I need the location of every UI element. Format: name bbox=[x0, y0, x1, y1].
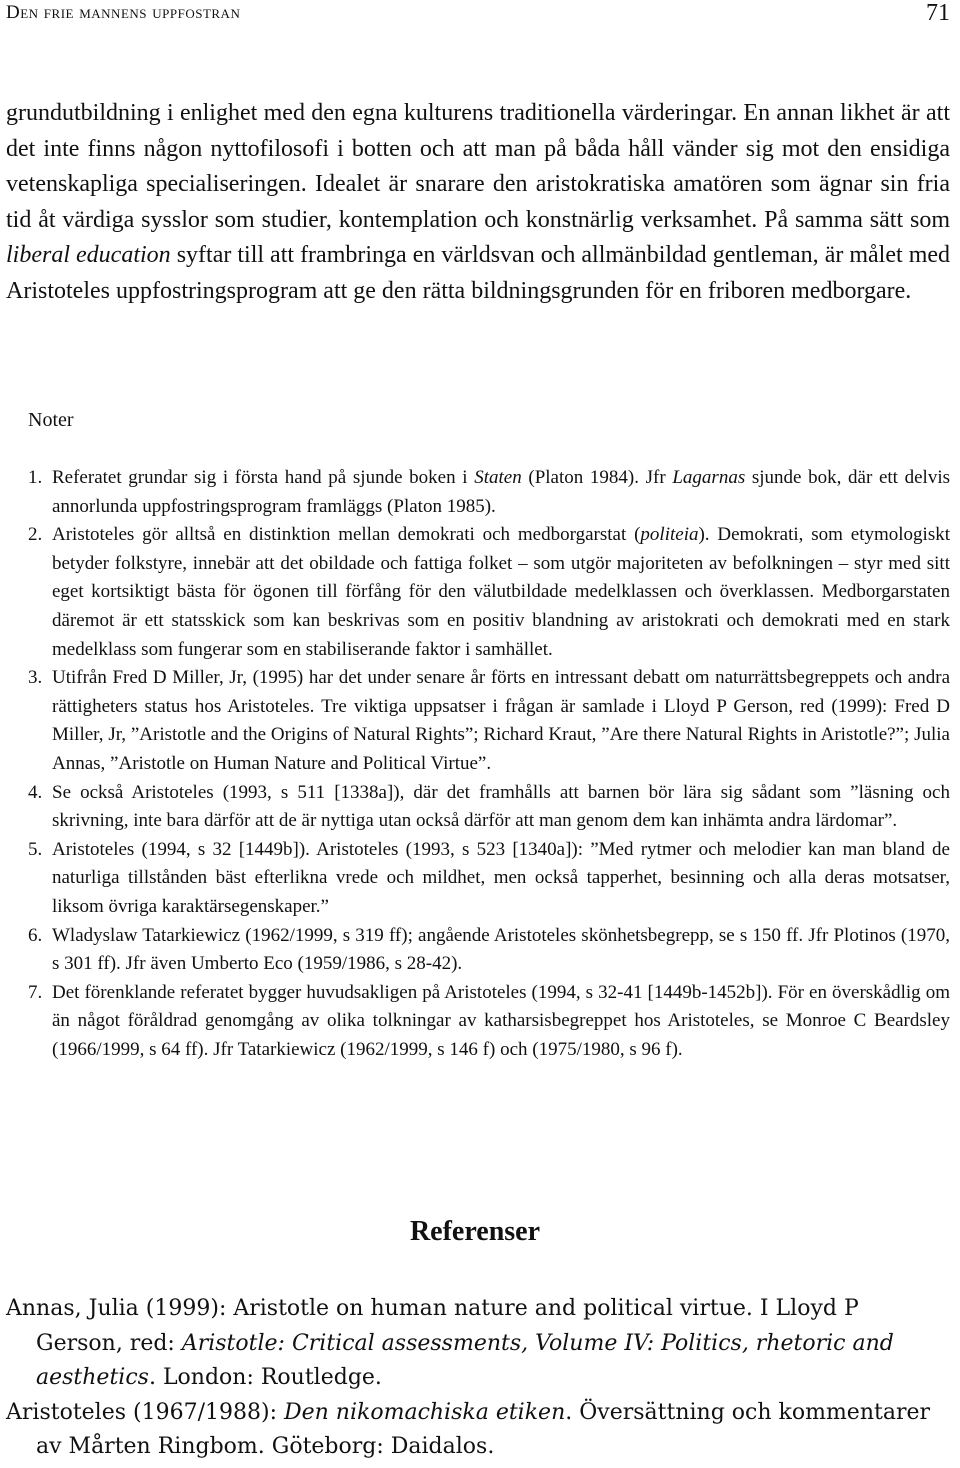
note-item bbox=[0, 836, 950, 922]
page-header bbox=[6, 0, 950, 30]
note-item bbox=[0, 664, 950, 778]
note-item bbox=[0, 922, 950, 979]
note-text: Referatet grundar sig i första hand på sjunde boken i bbox=[52, 467, 475, 488]
references-list bbox=[6, 1292, 950, 1465]
references-heading: Referenser bbox=[409, 1216, 541, 1247]
reference-item bbox=[6, 1396, 950, 1465]
note-number: 1. bbox=[28, 467, 43, 488]
note-number: 6. bbox=[28, 924, 43, 946]
body-text-part: grundutbildning i enlighet med den egna kulturens traditionella värderingar. En annan likhet är att det inte finns någon nyttofilosofi i botten och att man på båda håll vänder sig mot den ensidiga vetenskapliga specialiseringen. Idealet är snarare den aristokratiska amatören som ägnar sin fria tid åt värdiga sysslor som studier, kontemplation och konstnärlig verksamhet. På samma sätt som bbox=[6, 100, 950, 233]
reference-title: Aristotle: Critical assessments, Volume IV: Politics, rhetoric and aesthetics bbox=[36, 1330, 894, 1390]
note-text: Se också Aristoteles (1993, s 511 [1338a]), där det framhålls att barnen bör lära sig sådant som ”läsning och skrivning, inte bara därför att de är nyttiga utan också därför att man genom dem kan inhämta andra lärdomar”. bbox=[52, 781, 950, 832]
note-text: Aristoteles gör alltså en distinktion mellan demokrati och medborgarstat ( bbox=[52, 524, 641, 546]
notes-heading: Noter bbox=[28, 409, 74, 431]
note-number: 5. bbox=[28, 838, 43, 860]
running-title: Den frie mannens uppfostran bbox=[6, 2, 241, 23]
body-paragraph bbox=[6, 96, 950, 309]
note-italic: politeia bbox=[640, 524, 699, 546]
note-number: 7. bbox=[28, 981, 43, 1003]
note-number: 4. bbox=[28, 781, 43, 803]
body-text-part: syftar till att frambringa en världsvan och allmänbildad gentleman, är målet med Aristoteles uppfostringsprogram att ge den rätta bildningsgrunden för en friboren medborgare. bbox=[6, 242, 951, 304]
note-text: (Platon 1984). Jfr bbox=[521, 467, 673, 488]
reference-text: Aristoteles (1967/1988): bbox=[6, 1399, 284, 1425]
note-item bbox=[0, 979, 950, 1065]
note-number: 2. bbox=[28, 524, 43, 546]
note-item bbox=[0, 464, 950, 521]
note-text: Utifrån Fred D Miller, Jr, (1995) har det under senare år förts en intressant debatt om naturrättsbegreppets och andra rättigheters status hos Aristoteles. Tre viktiga uppsatser i frågan är samlade i Lloyd P Gerson, red (1999): Fred D Miller, Jr, ”Aristotle and the Origins of Natural Rights”; Richard Kraut, ”Are there Natural Rights in Aristotle?”; Julia Annas, ”Aristotle on Human Nature and Political Virtue”. bbox=[52, 667, 950, 774]
note-text: ). Demokrati, som etymologiskt betyder folkstyre, innebär att det obildade och fattiga folket – som utgör majoriteten av befolkningen – styr med sitt eget kortsiktigt bästa för ögonen till förfång för den välutbildade medelklassen och överklassen. Medborgarstaten däremot är ett statsskick som kan beskrivas som en positiv blandning av aristokrati och demokrati med en stark medelklass som fungerar som en stabiliserande faktor i samhället. bbox=[52, 524, 950, 660]
reference-text: Annas, Julia (1999): Aristotle on human nature and political virtue. I Lloyd P Gerson, red: bbox=[6, 1296, 859, 1356]
reference-text: . Översättning och kommentarer av Mårten Ringbom. Göteborg: Daidalos. bbox=[36, 1399, 931, 1459]
reference-title: Den nikomachiska etiken bbox=[283, 1399, 566, 1425]
note-item bbox=[0, 521, 950, 664]
body-italic-term: liberal education bbox=[6, 242, 171, 268]
reference-item bbox=[6, 1292, 950, 1396]
note-text: sjunde bok, där ett delvis annorlunda uppfostringsprogram framläggs (Platon 1985). bbox=[52, 467, 951, 517]
reference-text: . London: Routledge. bbox=[148, 1365, 382, 1390]
note-text: Aristoteles (1994, s 32 [1449b]). Aristoteles (1993, s 523 [1340a]): ”Med rytmer och melodier kan man bland de naturliga tillstånden bäst efterlikna vrede och mildhet, men också tapperhet, besinning och alla deras motsatser, liksom övriga karaktärsegenskaper.” bbox=[52, 838, 950, 917]
notes-list bbox=[0, 464, 950, 1064]
note-text: Det förenklande referatet bygger huvudsakligen på Aristoteles (1994, s 32-41 [1449b-1452b]). För en överskådlig om än något föråldrad genomgång av olika tolkningar av katharsisbegreppet hos Aristoteles, se Monroe C Beardsley (1966/1999, s 64 ff). Jfr Tatarkiewicz (1962/1999, s 146 f) och (1975/1980, s 96 f). bbox=[52, 981, 950, 1060]
page-number: 71 bbox=[926, 0, 950, 26]
note-italic: Staten bbox=[474, 467, 522, 488]
note-item bbox=[0, 779, 950, 836]
note-italic: Lagarnas bbox=[672, 467, 746, 488]
note-number: 3. bbox=[28, 667, 43, 689]
note-text: Wladyslaw Tatarkiewicz (1962/1999, s 319 ff); angående Aristoteles skönhetsbegrepp, se s 150 ff. Jfr Plotinos (1970, s 301 ff). Jfr även Umberto Eco (1959/1986, s 28-42). bbox=[52, 924, 950, 975]
